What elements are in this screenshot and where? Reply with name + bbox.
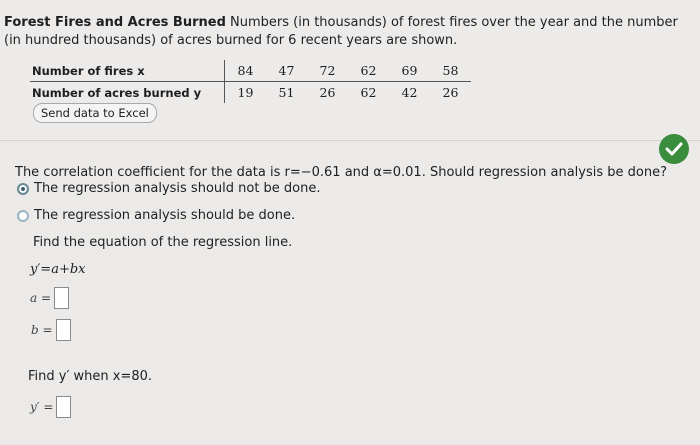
question-text: The correlation coefficient for the data is r=−0.61 and α=0.01. Should regression analysis be done? [15, 165, 667, 180]
fires-cell: 58 [430, 60, 471, 82]
fires-cell: 69 [389, 60, 430, 82]
find-y-prompt: Find y′ when x=80. [28, 369, 153, 384]
fires-cell: 72 [307, 60, 348, 82]
fires-cell: 84 [225, 60, 267, 82]
fires-cell: 62 [348, 60, 389, 82]
find-equation-prompt: Find the equation of the regression line. [33, 235, 293, 250]
acres-cell: 19 [237, 85, 254, 100]
a-input[interactable] [54, 287, 69, 309]
problem-description: Numbers (in thousands) of forest fires over the year and the number (in hundred thousands) of acres burned for 6 recent years are shown. [4, 15, 678, 48]
send-to-excel-button[interactable]: Send data to Excel [33, 103, 157, 123]
acres-cell: 62 [360, 85, 377, 100]
correct-check-icon [659, 134, 689, 164]
acres-cell: 26 [319, 85, 336, 100]
problem-intro [4, 14, 684, 50]
radio-selected-icon[interactable] [17, 183, 29, 195]
y-input-row [30, 396, 71, 418]
acres-cell: 42 [401, 85, 418, 100]
y-label: y′ = [30, 400, 54, 414]
problem-title: Forest Fires and Acres Burned [4, 15, 226, 30]
y-input[interactable] [56, 396, 71, 418]
b-label: b = [31, 323, 53, 337]
option-label: The regression analysis should not be done. [34, 181, 321, 196]
radio-unselected-icon[interactable] [17, 210, 29, 222]
acres-cell: 51 [278, 85, 295, 100]
row-label-acres: Number of acres burned y [30, 82, 225, 104]
fires-cell: 47 [266, 60, 307, 82]
table-row-acres [30, 82, 471, 104]
regression-equation: y′=a+bx [30, 262, 86, 277]
data-table [30, 60, 471, 103]
acres-cell: 26 [442, 85, 459, 100]
a-input-row [30, 287, 69, 309]
b-input-row [31, 319, 71, 341]
option-label: The regression analysis should be done. [34, 208, 296, 223]
table-row-fires [30, 60, 471, 82]
row-label-fires: Number of fires x [30, 60, 225, 82]
a-label: a = [30, 291, 52, 305]
option-done[interactable] [17, 208, 295, 223]
b-input[interactable] [56, 319, 71, 341]
option-not-done[interactable] [17, 181, 321, 196]
